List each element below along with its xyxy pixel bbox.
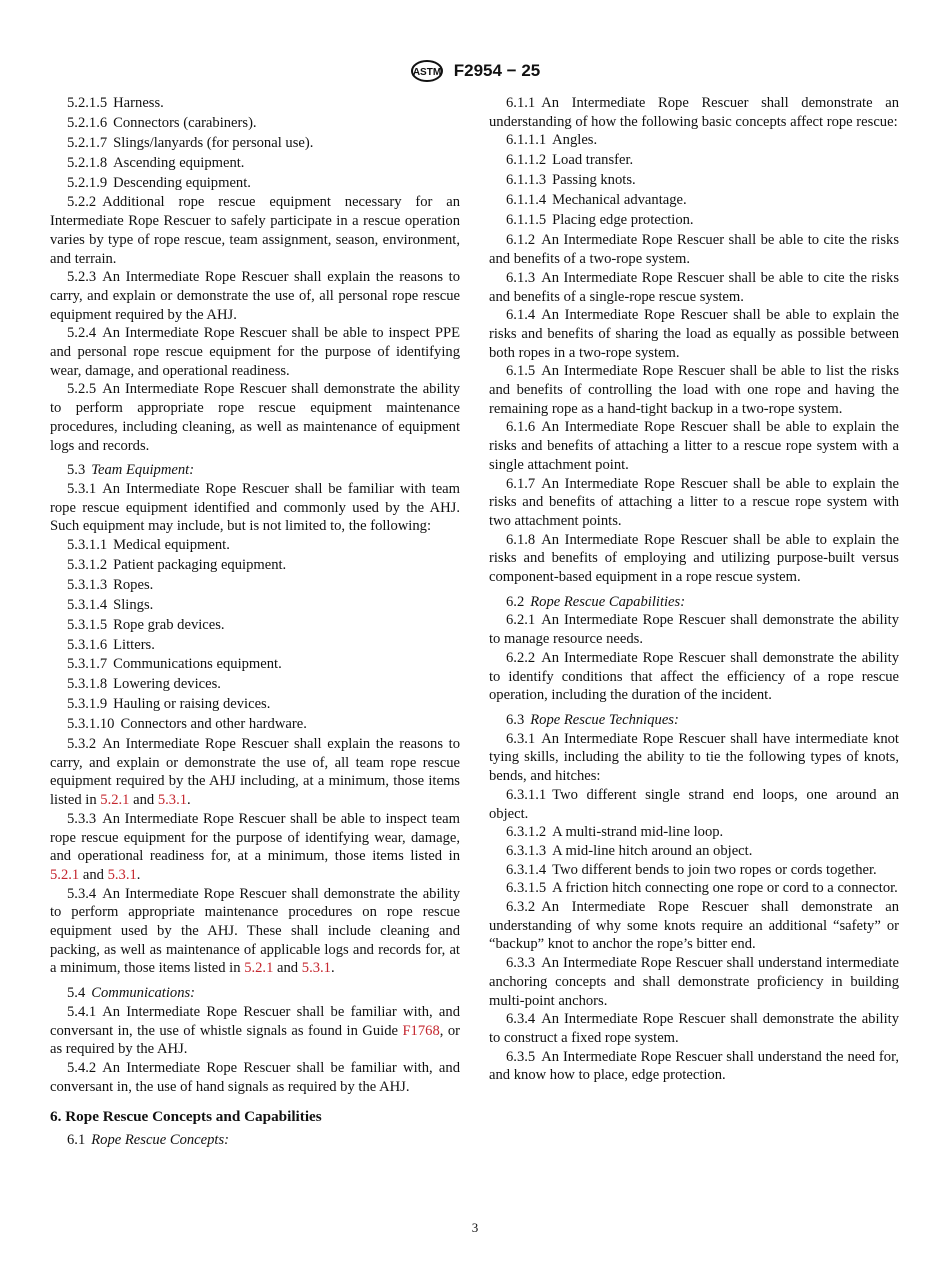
paragraph-6-3-1-3: 6.3.1.3 A mid-line hitch around an object. xyxy=(506,842,753,859)
paragraph-5-4-1: 5.4.1 An Intermediate Rope Rescuer shall be familiar with, and conversant in, the use of whistle signals as found in Guide F1768, or as required by the AHJ. xyxy=(50,1003,460,1058)
paragraph-6-3-1: 6.3.1 An Intermediate Rope Rescuer shall have intermediate knot tying skills, including the ability to tie the following types of knots, bends, and hitches: xyxy=(489,730,899,785)
page-number: 3 xyxy=(471,1220,479,1235)
xref-link-5-3-1[interactable]: 5.3.1 xyxy=(301,960,331,977)
list-item: 6.1.1.2 Load transfer. xyxy=(506,152,634,169)
right-column xyxy=(489,94,899,1085)
xref-link-5-2-1[interactable]: 5.2.1 xyxy=(50,866,80,883)
section-6-1-title: 6.1 Rope Rescue Concepts: xyxy=(67,1132,230,1149)
paragraph-6-3-5: 6.3.5 An Intermediate Rope Rescuer shall understand the need for, and know how to place, edge protection. xyxy=(489,1048,899,1084)
list-item: 5.2.1.7 Slings/lanyards (for personal use). xyxy=(67,134,314,151)
list-item: 5.2.1.5 Harness. xyxy=(67,95,164,111)
paragraph-6-1-6: 6.1.6 An Intermediate Rope Rescuer shall be able to explain the risks and benefits of attaching a litter to a rescue rope system with a single attachment point. xyxy=(489,419,899,473)
paragraph-6-1-5: 6.1.5 An Intermediate Rope Rescuer shall be able to list the risks and benefits of controlling the load with one rope and having the remaining rope as a hand-tight backup in a two-rope system. xyxy=(489,363,899,417)
paragraph-6-1-7: 6.1.7 An Intermediate Rope Rescuer shall be able to explain the risks and benefits of attaching a litter to a rescue rope system with two attachment points. xyxy=(489,475,899,529)
list-item: 5.3.1.6 Litters. xyxy=(67,636,155,653)
list-item: 5.3.1.5 Rope grab devices. xyxy=(67,616,225,633)
paragraph-6-3-4: 6.3.4 An Intermediate Rope Rescuer shall demonstrate the ability to construct a fixed rope system. xyxy=(489,1011,899,1046)
paragraph-5-2-3: 5.2.3 An Intermediate Rope Rescuer shall explain the reasons to carry, and explain or demonstrate the use of, all personal rope rescue equipment required by the AHJ. xyxy=(50,269,460,323)
paragraph-6-3-1-5: 6.3.1.5 A friction hitch connecting one rope or cord to a connector. xyxy=(506,880,898,897)
paragraph-6-3-2: 6.3.2 An Intermediate Rope Rescuer shall demonstrate an understanding of why some knots require an additional “safety” or “backup” knot to anchor the rope’s bitter end. xyxy=(489,899,899,953)
list-item: 6.1.1.4 Mechanical advantage. xyxy=(506,192,687,209)
svg-text:ASTM: ASTM xyxy=(412,67,441,78)
left-column xyxy=(50,94,460,1150)
paragraph-5-3-2: 5.3.2 An Intermediate Rope Rescuer shall explain the reasons to carry, and explain or demonstrate the use of, all team rope rescue equipment required by the AHJ including, at a minimum, those items listed in 5.2.1 and 5.3.1. xyxy=(50,736,460,809)
harness-list xyxy=(50,94,460,192)
paragraph-6-1-1: 6.1.1 An Intermediate Rope Rescuer shall demonstrate an understanding of how the following basic concepts affect rope rescue: xyxy=(489,95,899,130)
xref-link-f1768[interactable]: F1768 xyxy=(402,1022,440,1039)
list-item: 5.3.1.7 Communications equipment. xyxy=(67,656,282,673)
paragraph-6-2-2: 6.2.2 An Intermediate Rope Rescuer shall demonstrate the ability to identify conditions that affect the efficiency of a rope rescue operation, including the duration of the incident. xyxy=(489,649,899,704)
paragraph-6-3-1-2: 6.3.1.2 A multi-strand mid-line loop. xyxy=(506,824,724,841)
section-5-4-title: 5.4 Communications: xyxy=(67,985,196,1002)
list-item: 5.3.1.10 Connectors and other hardware. xyxy=(67,716,307,733)
xref-link-5-2-1[interactable]: 5.2.1 xyxy=(100,792,130,809)
xref-link-5-2-1[interactable]: 5.2.1 xyxy=(244,960,274,977)
list-item: 5.3.1.3 Ropes. xyxy=(67,576,154,593)
paragraph-6-3-1-4: 6.3.1.4 Two different bends to join two ropes or cords together. xyxy=(506,861,877,878)
paragraph-5-2-5: 5.2.5 An Intermediate Rope Rescuer shall demonstrate the ability to perform appropriate rope rescue equipment maintenance procedures, including cleaning, as well as maintenance of equipment logs and records. xyxy=(50,381,460,454)
xref-link-5-3-1[interactable]: 5.3.1 xyxy=(107,866,137,883)
list-item: 5.3.1.9 Hauling or raising devices. xyxy=(67,696,271,713)
section-6-heading: 6. Rope Rescue Concepts and Capabilities xyxy=(50,1108,322,1126)
list-item: 5.2.1.6 Connectors (carabiners). xyxy=(67,114,257,131)
section-5-3-title: 5.3 Team Equipment: xyxy=(67,462,195,479)
paragraph-6-3-3: 6.3.3 An Intermediate Rope Rescuer shall understand intermediate anchoring concepts and shall demonstrate proficiency in building multi-point anchors. xyxy=(489,955,899,1009)
paragraph-5-3-4: 5.3.4 An Intermediate Rope Rescuer shall demonstrate the ability to perform appropriate maintenance procedures on rope rescue equipment used by the AHJ. These shall include cleaning and packing, as well as maintenance of applicable logs and records for, at a minimum, those items listed in 5.2.1 and 5.3.1. xyxy=(50,885,460,977)
paragraph-6-1-4: 6.1.4 An Intermediate Rope Rescuer shall be able to explain the risks and benefits of sharing the load as equally as possible between both ropes in a two-rope system. xyxy=(489,307,899,361)
paragraph-6-3-1-1: 6.3.1.1 Two different single strand end loops, one around an object. xyxy=(489,786,899,822)
document-designation: F2954 − 25 xyxy=(453,61,541,80)
list-item: 5.3.1.8 Lowering devices. xyxy=(67,676,221,693)
list-item: 5.2.1.9 Descending equipment. xyxy=(67,174,251,191)
paragraph-6-2-1: 6.2.1 An Intermediate Rope Rescuer shall demonstrate the ability to manage resource needs. xyxy=(489,612,899,648)
paragraph-6-1-2: 6.1.2 An Intermediate Rope Rescuer shall be able to cite the risks and benefits of a two-rope system. xyxy=(489,232,899,268)
section-6-3-title: 6.3 Rope Rescue Techniques: xyxy=(506,711,679,728)
paragraph-5-3-1: 5.3.1 An Intermediate Rope Rescuer shall be familiar with team rope rescue equipment identified and commonly used by the AHJ. Such equipment may include, but is not limited to, the following: xyxy=(50,481,460,535)
paragraph-5-2-4: 5.2.4 An Intermediate Rope Rescuer shall be able to inspect PPE and personal rope rescue equipment for the purpose of identifying wear, damage, and operational readiness. xyxy=(50,325,460,379)
paragraph-6-1-8: 6.1.8 An Intermediate Rope Rescuer shall be able to explain the risks and benefits of employing and utilizing purpose-built versus component-based equipment in a rope rescue system. xyxy=(489,531,899,586)
list-item: 6.1.1.5 Placing edge protection. xyxy=(506,212,694,229)
section-6-2-title: 6.2 Rope Rescue Capabilities: xyxy=(506,593,686,610)
basic-concepts-list xyxy=(489,131,899,230)
team-equipment-list xyxy=(50,536,460,734)
list-item: 5.2.1.8 Ascending equipment. xyxy=(67,154,245,171)
paragraph-6-1-3: 6.1.3 An Intermediate Rope Rescuer shall be able to cite the risks and benefits of a single-rope rescue system. xyxy=(489,269,899,305)
paragraph-5-3-3: 5.3.3 An Intermediate Rope Rescuer shall be able to inspect team rope rescue equipment for the purpose of identifying wear, damage, and operational readiness for, at a minimum, those items listed in 5.2.1 and 5.3.1. xyxy=(50,810,460,883)
astm-logo-icon xyxy=(410,60,444,82)
list-item: 5.3.1.2 Patient packaging equipment. xyxy=(67,557,287,573)
list-item: 6.1.1.1 Angles. xyxy=(506,132,598,149)
xref-link-5-3-1[interactable]: 5.3.1 xyxy=(157,792,188,809)
page-header xyxy=(0,60,950,86)
list-item: 5.3.1.1 Medical equipment. xyxy=(67,537,230,554)
paragraph-5-2-2: 5.2.2 Additional rope rescue equipment necessary for an Intermediate Rope Rescuer to safely participate in a rescue operation varies by type of rope rescue, team assignment, season, environment, and terrain. xyxy=(50,194,460,267)
paragraph-5-4-2: 5.4.2 An Intermediate Rope Rescuer shall be familiar with, and conversant in, the use of hand signals as required by the AHJ. xyxy=(50,1059,460,1095)
list-item: 6.1.1.3 Passing knots. xyxy=(506,172,636,189)
list-item: 5.3.1.4 Slings. xyxy=(67,596,154,613)
